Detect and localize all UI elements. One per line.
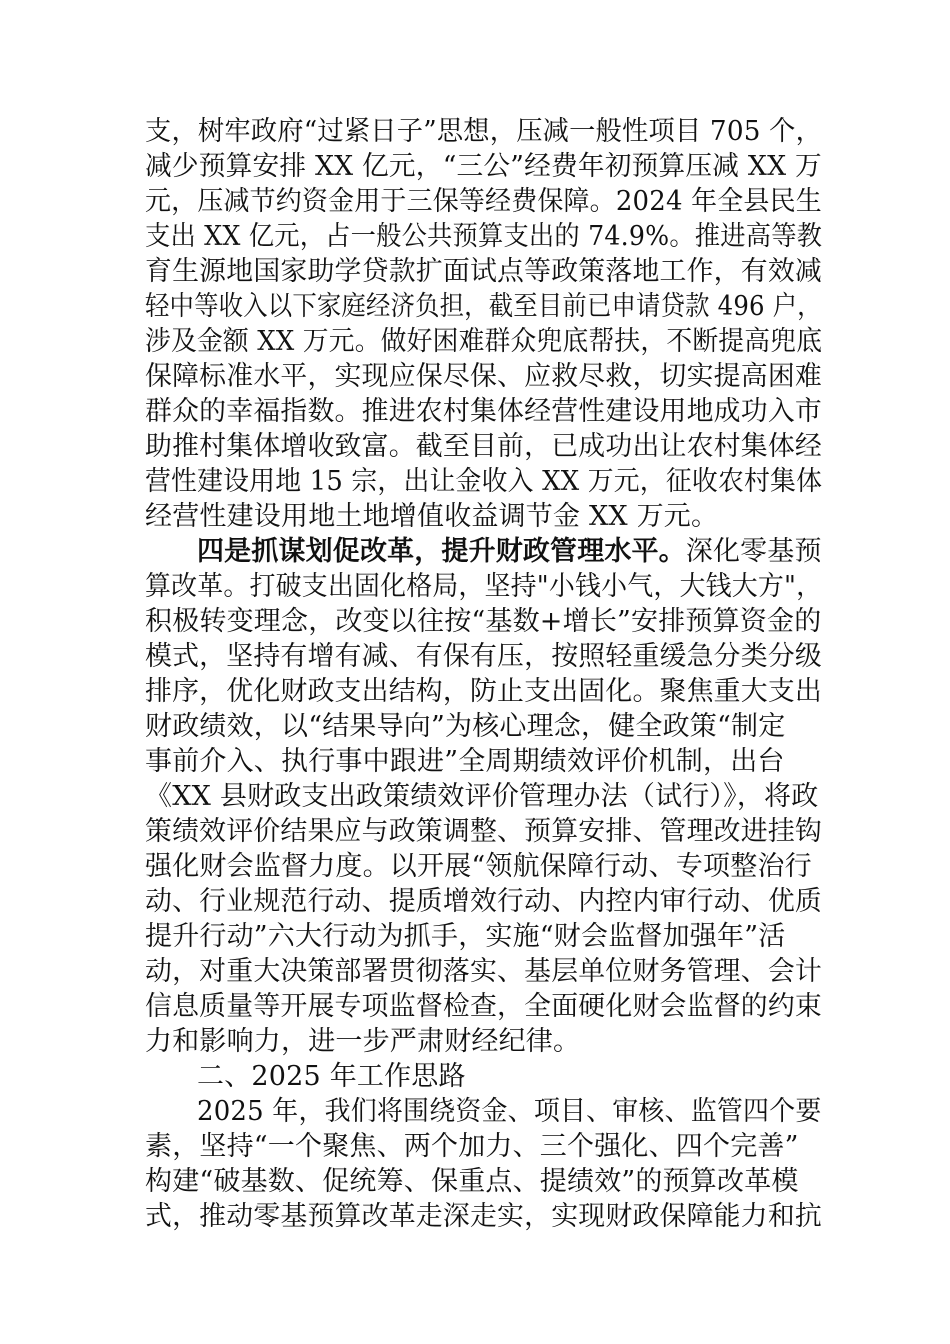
part-2-heading: 二、2025 年工作思路	[197, 1061, 466, 1092]
section-4-heading: 四是抓谋划促改革，提升财政管理水平。	[197, 536, 686, 567]
section-4-first-line	[197, 535, 822, 569]
body-text-line: 涉及金额 XX 万元。做好困难群众兜底帮扶，不断提高兜底	[145, 326, 823, 357]
body-text-line: 支，树牢政府“过紧日子”思想，压减一般性项目 705 个，	[145, 116, 823, 147]
body-text-line: 支出 XX 亿元，占一般公共预算支出的 74.9%。推进高等教	[145, 221, 823, 252]
body-text-line: 营性建设用地 15 宗，出让金收入 XX 万元，征收农村集体	[145, 466, 823, 497]
body-text-line: 2025 年，我们将围绕资金、项目、审核、监管四个要	[197, 1096, 822, 1127]
body-text-line: 算改革。打破支出固化格局，坚持"小钱小气，大钱大方"，	[145, 571, 823, 602]
body-text-line: 群众的幸福指数。推进农村集体经营性建设用地成功入市	[145, 396, 822, 427]
body-text-line: 积极转变理念，改变以往按“基数+增长”安排预算资金的	[145, 606, 822, 637]
body-text-line: 构建“破基数、促统筹、保重点、提绩效”的预算改革模	[145, 1166, 799, 1197]
body-text-line: 动、行业规范行动、提质增效行动、内控内审行动、优质	[145, 886, 822, 917]
body-text-line: 轻中等收入以下家庭经济负担，截至目前已申请贷款 496 户，	[145, 291, 822, 322]
body-text-line: 育生源地国家助学贷款扩面试点等政策落地工作，有效减	[145, 256, 822, 287]
body-text-line: 元，压减节约资金用于三保等经费保障。2024 年全县民生	[145, 186, 822, 217]
body-text-line: 《XX 县财政支出政策绩效评价管理办法（试行）》，将政	[145, 781, 819, 812]
body-text-line: 力和影响力，进一步严肃财经纪律。	[145, 1026, 581, 1057]
body-text-line: 强化财会监督力度。以开展“领航保障行动、专项整治行	[145, 851, 812, 882]
body-text-line: 助推村集体增收致富。截至目前，已成功出让农村集体经	[145, 431, 822, 462]
body-text-line: 动，对重大决策部署贯彻落实、基层单位财务管理、会计	[145, 956, 822, 987]
body-text-line: 保障标准水平，实现应保尽保、应救尽救，切实提高困难	[145, 361, 822, 392]
body-text-line: 减少预算安排 XX 亿元，“三公”经费年初预算压减 XX 万	[145, 151, 822, 182]
body-text-line: 提升行动”六大行动为抓手，实施“财会监督加强年”活	[145, 921, 786, 952]
body-text-line: 素，坚持“一个聚焦、两个加力、三个强化、四个完善”	[145, 1131, 799, 1162]
body-text-line: 事前介入、执行事中跟进”全周期绩效评价机制，出台	[145, 746, 785, 777]
body-text-line: 式，推动零基预算改革走深走实，实现财政保障能力和抗	[145, 1201, 822, 1232]
section-4-lead-text: 深化零基预	[685, 536, 822, 567]
body-text-line: 财政绩效，以“结果导向”为核心理念，健全政策“制定	[145, 711, 786, 742]
body-text-line: 信息质量等开展专项监督检查，全面硬化财会监督的约束	[145, 991, 822, 1022]
body-text-line: 排序，优化财政支出结构，防止支出固化。聚焦重大支出	[145, 676, 822, 707]
body-text-line: 经营性建设用地土地增值收益调节金 XX 万元。	[145, 501, 719, 532]
body-text-line: 模式，坚持有增有减、有保有压，按照轻重缓急分类分级	[145, 641, 822, 672]
body-text-line: 策绩效评价结果应与政策调整、预算安排、管理改进挂钩	[145, 816, 822, 847]
